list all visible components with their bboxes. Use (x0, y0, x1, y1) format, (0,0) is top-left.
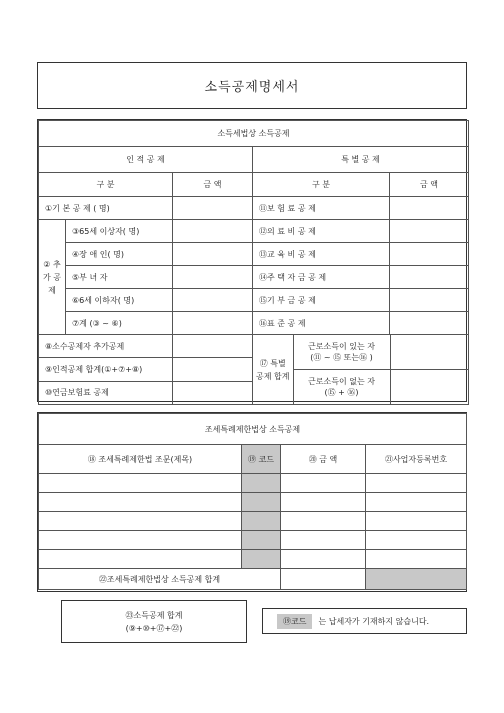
woman-amount[interactable] (173, 266, 253, 289)
article-cell[interactable] (39, 531, 242, 550)
code-note-text: 는 납세자가 기재하지 않습니다. (318, 616, 430, 626)
income-tax-deduction-section (37, 119, 467, 402)
amount-header-2: 금 액 (390, 173, 469, 197)
bizno-cell[interactable] (366, 474, 467, 493)
donation-deduction-label: ⑮기 부 금 공 제 (253, 289, 390, 312)
code-cell (242, 493, 281, 512)
additional-deduction-label: ② 추 가 공 제 (39, 220, 66, 335)
code-chip: ⑲코드 (277, 614, 312, 629)
code-cell (242, 474, 281, 493)
basic-deduction-amount[interactable] (173, 197, 253, 220)
housing-deduction-label: ⑭주 택 자 금 공 제 (253, 266, 390, 289)
grand-total-label: ㉓소득공제 합계 (125, 610, 183, 620)
amount-cell[interactable] (281, 493, 366, 512)
article-cell[interactable] (39, 512, 242, 531)
special-tax-total-label: ㉒조세특례제한법상 소득공제 합계 (39, 569, 281, 590)
article-header: ⑱ 조세특례제한법 조문(제목) (39, 445, 242, 474)
amount-cell[interactable] (281, 531, 366, 550)
special-total-table (253, 335, 469, 404)
special-tax-deduction-table (38, 413, 467, 590)
table-row (39, 550, 467, 569)
special-tax-total-shaded (366, 569, 467, 590)
table-row (39, 531, 467, 550)
table-row (39, 512, 467, 531)
without-income-cell (293, 370, 390, 405)
bizno-header: ㉑사업자등록번호 (366, 445, 467, 474)
education-deduction-amount[interactable] (390, 243, 469, 266)
special-tax-deduction-section (37, 412, 467, 592)
woman-label: ⑤부 녀 자 (66, 266, 173, 289)
bizno-cell[interactable] (366, 493, 467, 512)
amount-cell[interactable] (281, 512, 366, 531)
housing-deduction-amount[interactable] (390, 266, 469, 289)
standard-deduction-label: ⑯표 준 공 제 (253, 312, 390, 335)
article-cell[interactable] (39, 493, 242, 512)
amount-cell[interactable] (281, 474, 366, 493)
donation-deduction-amount[interactable] (390, 289, 469, 312)
code-cell (242, 512, 281, 531)
special-deduction-header: 특 별 공 제 (253, 147, 469, 173)
medical-deduction-label: ⑫의 료 비 공 제 (253, 220, 390, 243)
education-deduction-label: ⑬교 육 비 공 제 (253, 243, 390, 266)
with-income-cell (293, 335, 390, 370)
code-note (262, 608, 467, 634)
age65-label: ③65세 이상자( 명) (66, 220, 173, 243)
table-row (39, 474, 467, 493)
amount-cell[interactable] (281, 550, 366, 569)
insurance-deduction-amount[interactable] (390, 197, 469, 220)
without-income-label: 근로소득이 없는 자 (308, 377, 375, 386)
with-income-label: 근로소득이 있는 자 (308, 342, 375, 351)
personal-total-amount[interactable] (173, 358, 253, 381)
section1-header: 소득세법상 소득공제 (39, 121, 469, 147)
code-cell (242, 531, 281, 550)
disabled-amount[interactable] (173, 243, 253, 266)
article-cell[interactable] (39, 474, 242, 493)
bizno-cell[interactable] (366, 531, 467, 550)
table-row (39, 493, 467, 512)
special-total-label: ⑰ 특별 공제 합계 (253, 335, 293, 404)
child6-label: ⑥6세 이하자( 명) (66, 289, 173, 312)
without-income-formula: (⑮ + ⑯) (324, 388, 359, 397)
bizno-cell[interactable] (366, 512, 467, 531)
category-header-2: 구 분 (253, 173, 390, 197)
basic-deduction-label: ①기 본 공 제 ( 명) (39, 197, 173, 220)
bizno-cell[interactable] (366, 550, 467, 569)
category-header: 구 분 (39, 173, 173, 197)
amount-header-s2: ⑳ 금 액 (281, 445, 366, 474)
child6-amount[interactable] (173, 289, 253, 312)
title-box (37, 62, 467, 109)
special-tax-total-amount[interactable] (281, 569, 366, 590)
insurance-deduction-label: ⑪보 험 료 공 제 (253, 197, 390, 220)
disabled-label: ④장 애 인( 명) (66, 243, 173, 266)
small-family-extra-label: ⑧소수공제자 추가공제 (39, 335, 173, 358)
code-header: ⑲ 코드 (242, 445, 281, 474)
additional-subtotal-label: ⑦계 (③ ~ ⑥) (66, 312, 173, 335)
section2-header: 조세특례제한법상 소득공제 (39, 414, 467, 445)
age65-amount[interactable] (173, 220, 253, 243)
with-income-amount[interactable] (390, 335, 469, 370)
amount-header: 금 액 (173, 173, 253, 197)
income-tax-deduction-table (38, 120, 469, 405)
with-income-formula: (⑪ ~ ⑮ 또는⑯ ) (310, 353, 373, 362)
special-total-block (253, 335, 469, 405)
personal-total-label: ⑨인적공제 합계(①+⑦+⑧) (39, 358, 173, 381)
small-family-extra-amount[interactable] (173, 335, 253, 358)
additional-subtotal-amount[interactable] (173, 312, 253, 335)
without-income-amount[interactable] (390, 370, 469, 405)
medical-deduction-amount[interactable] (390, 220, 469, 243)
code-cell (242, 550, 281, 569)
page-title: 소득공제명세서 (204, 80, 300, 95)
personal-deduction-header: 인 적 공 제 (39, 147, 253, 173)
grand-total-formula: (⑨+⑩+⑰+㉒) (125, 623, 183, 633)
standard-deduction-amount[interactable] (390, 312, 469, 335)
pension-deduction-amount[interactable] (173, 381, 253, 404)
grand-total-box (61, 600, 247, 643)
pension-deduction-label: ⑩연금보험료 공제 (39, 381, 173, 404)
article-cell[interactable] (39, 550, 242, 569)
